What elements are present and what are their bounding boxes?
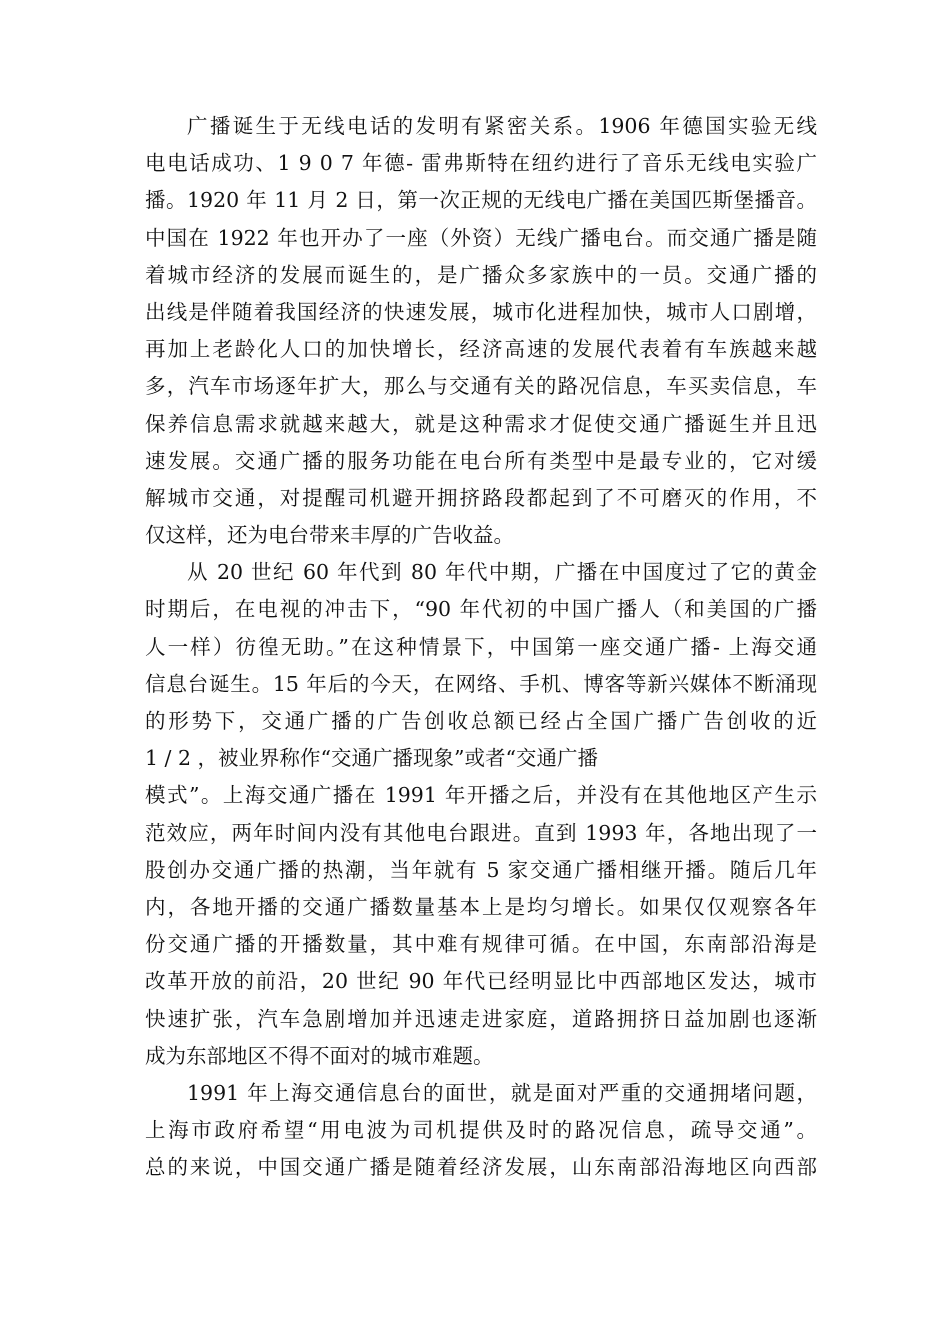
body-text — [145, 108, 817, 1186]
text-line: 的形势下，交通广播的广告创收总额已经占全国广播广告创收的近 — [145, 709, 817, 733]
text-line: 仅这样，还为电台带来丰厚的广告收益。 — [145, 523, 514, 548]
text-line: 内，各地开播的交通广播数量基本上是均匀增长。如果仅仅观察各年 — [145, 894, 817, 919]
text-line: 再加上老龄化人口的加快增长，经济高速的发展代表着有车族越来越 — [145, 337, 817, 362]
text-line: 着城市经济的发展而诞生的，是广播众多家族中的一员。交通广播的 — [145, 262, 817, 287]
text-line: 1991 年上海交通信息台的面世，就是面对严重的交通拥堵问题， — [187, 1080, 817, 1105]
text-line: 信息台诞生。15 年后的今天，在网络、手机、博客等新兴媒体不断涌现 — [145, 671, 817, 696]
text-line: 多，汽车市场逐年扩大，那么与交通有关的路况信息，车买卖信息，车 — [145, 374, 817, 399]
text-line: 速发展。交通广播的服务功能在电台所有类型中是最专业的，它对缓 — [145, 448, 817, 473]
text-line: 范效应，两年时间内没有其他电台跟进。直到 1993 年，各地出现了一 — [145, 820, 817, 845]
text-line: 上海市政府希望“用电波为司机提供及时的路况信息，疏导交通”。 — [145, 1118, 817, 1143]
text-line: 时期后，在电视的冲击下，“90 年代初的中国广播人（和美国的广播 — [145, 597, 817, 622]
text-line: 播。1920 年 11 月 2 日，第一次正规的无线电广播在美国匹斯堡播音。 — [145, 188, 817, 213]
text-line: 电电话成功、1 9 0 7 年德- 雷弗斯特在纽约进行了音乐无线电实验广 — [145, 151, 817, 176]
text-line: 快速扩张，汽车急剧增加并迅速走进家庭，道路拥挤日益加剧也逐渐 — [145, 1006, 817, 1031]
text-line: 广播诞生于无线电话的发明有紧密关系。1906 年德国实验无线 — [187, 114, 817, 138]
text-line: 解城市交通，对提醒司机避开拥挤路段都起到了不可磨灭的作用，不 — [145, 485, 817, 510]
text-line: 总的来说，中国交通广播是随着经济发展，山东南部沿海地区向西部 — [145, 1155, 817, 1180]
text-line: 模式”。上海交通广播在 1991 年开播之后，并没有在其他地区产生示 — [145, 783, 817, 808]
text-line: 出线是伴随着我国经济的快速发展，城市化进程加快，城市人口剧增， — [145, 299, 817, 324]
text-line: 成为东部地区不得不面对的城市难题。 — [145, 1043, 494, 1068]
text-line: 份交通广播的开播数量，其中难有规律可循。在中国，东南部沿海是 — [145, 932, 817, 957]
text-line: 股创办交通广播的热潮，当年就有 5 家交通广播相继开播。随后几年 — [145, 857, 817, 882]
text-line: 1 / 2 ，被业界称作“交通广播现象”或者“交通广播 — [145, 746, 598, 771]
text-line: 从 20 世纪 60 年代到 80 年代中期，广播在中国度过了它的黄金 — [187, 560, 817, 585]
text-line: 改革开放的前沿，20 世纪 90 年代已经明显比中西部地区发达，城市 — [145, 969, 817, 994]
text-line: 保养信息需求就越来越大，就是这种需求才促使交通广播诞生并且迅 — [145, 411, 817, 436]
text-line: 人一样）彷徨无助。”在这种情景下，中国第一座交通广播- 上海交通 — [145, 634, 817, 659]
text-line: 中国在 1922 年也开办了一座（外资）无线广播电台。而交通广播是随 — [145, 225, 817, 250]
